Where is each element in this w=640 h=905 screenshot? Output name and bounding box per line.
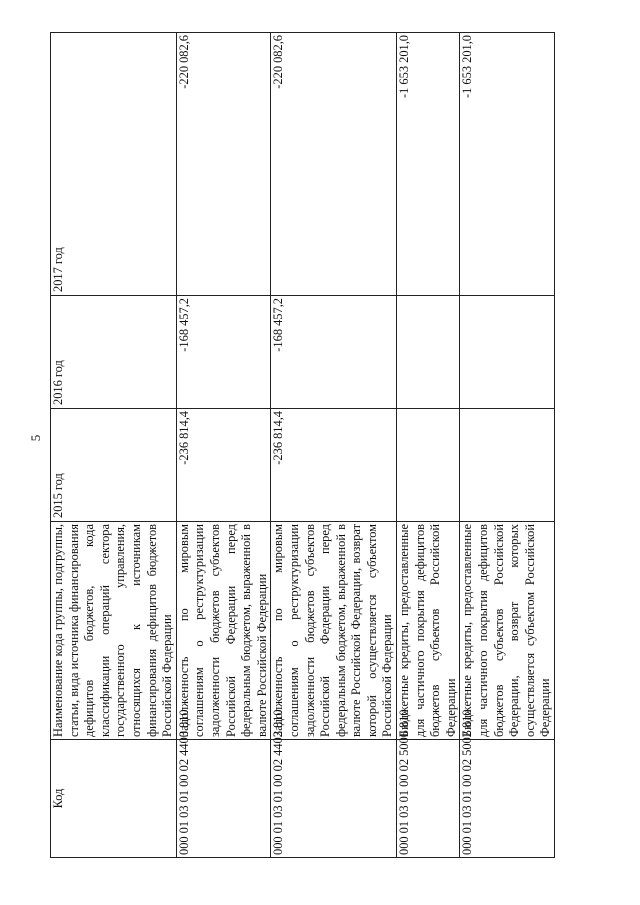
row-value-2017: -1 653 201,0 xyxy=(460,33,555,296)
header-2016: 2016 год xyxy=(51,296,177,409)
row-value-2017: -220 082,6 xyxy=(271,33,397,296)
rotated-page xyxy=(28,33,585,858)
row-value-2016 xyxy=(397,296,460,409)
row-name: Бюджетные кредиты, предоставленные для частичного покрытия дефицитов бюджетов субъектов Российской Федерации xyxy=(397,522,460,740)
row-name: Задолженность по мировым соглашениям о реструктуризации задолженности бюджетов субъектов Российской Федерации перед федеральным бюджетом, выраженной в валюте Российской Федерации xyxy=(176,522,271,740)
table-row xyxy=(397,33,460,858)
header-2017: 2017 год xyxy=(51,33,177,296)
row-value-2015 xyxy=(397,409,460,522)
page-number: 5 xyxy=(28,434,43,442)
row-name: Бюджетные кредиты, предоставленные для частичного покрытия дефицитов бюджетов субъектов Российской Федерации, возврат которых осуществляется субъектом Российской Федерации xyxy=(460,522,555,740)
row-code: 000 01 03 01 00 02 4402 810 xyxy=(271,740,397,858)
row-value-2015: -236 814,4 xyxy=(176,409,271,522)
row-code: 000 01 03 01 00 02 5000 810 xyxy=(397,740,460,858)
row-value-2015: -236 814,4 xyxy=(271,409,397,522)
table-row xyxy=(176,33,271,858)
row-value-2016 xyxy=(460,296,555,409)
row-value-2017: -220 082,6 xyxy=(176,33,271,296)
row-code: 000 01 03 01 00 02 4400 810 xyxy=(176,740,271,858)
budget-sources-table xyxy=(50,32,555,858)
header-code: Код xyxy=(51,740,177,858)
row-value-2016: -168 457,2 xyxy=(271,296,397,409)
row-code: 000 01 03 01 00 02 5002 810 xyxy=(460,740,555,858)
header-name: Наименование кода группы, подгруппы, статьи, вида источника финансирования дефицитов бюджетов, кода классификации операций сектора государственного управления, относящихся к источникам финансирования дефицитов бюджетов Российской Федерации xyxy=(51,522,177,740)
row-value-2017: -1 653 201,0 xyxy=(397,33,460,296)
table-row xyxy=(460,33,555,858)
row-value-2016: -168 457,2 xyxy=(176,296,271,409)
header-2015: 2015 год xyxy=(51,409,177,522)
row-value-2015 xyxy=(460,409,555,522)
row-name: Задолженность по мировым соглашениям о реструктуризации задолженности бюджетов субъектов Российской Федерации перед федеральным бюджетом, выраженной в валюте Российской Федерации, возврат которой осуществляется субъектом Российской Федерации xyxy=(271,522,397,740)
table-header-row xyxy=(51,33,177,858)
table-row xyxy=(271,33,397,858)
